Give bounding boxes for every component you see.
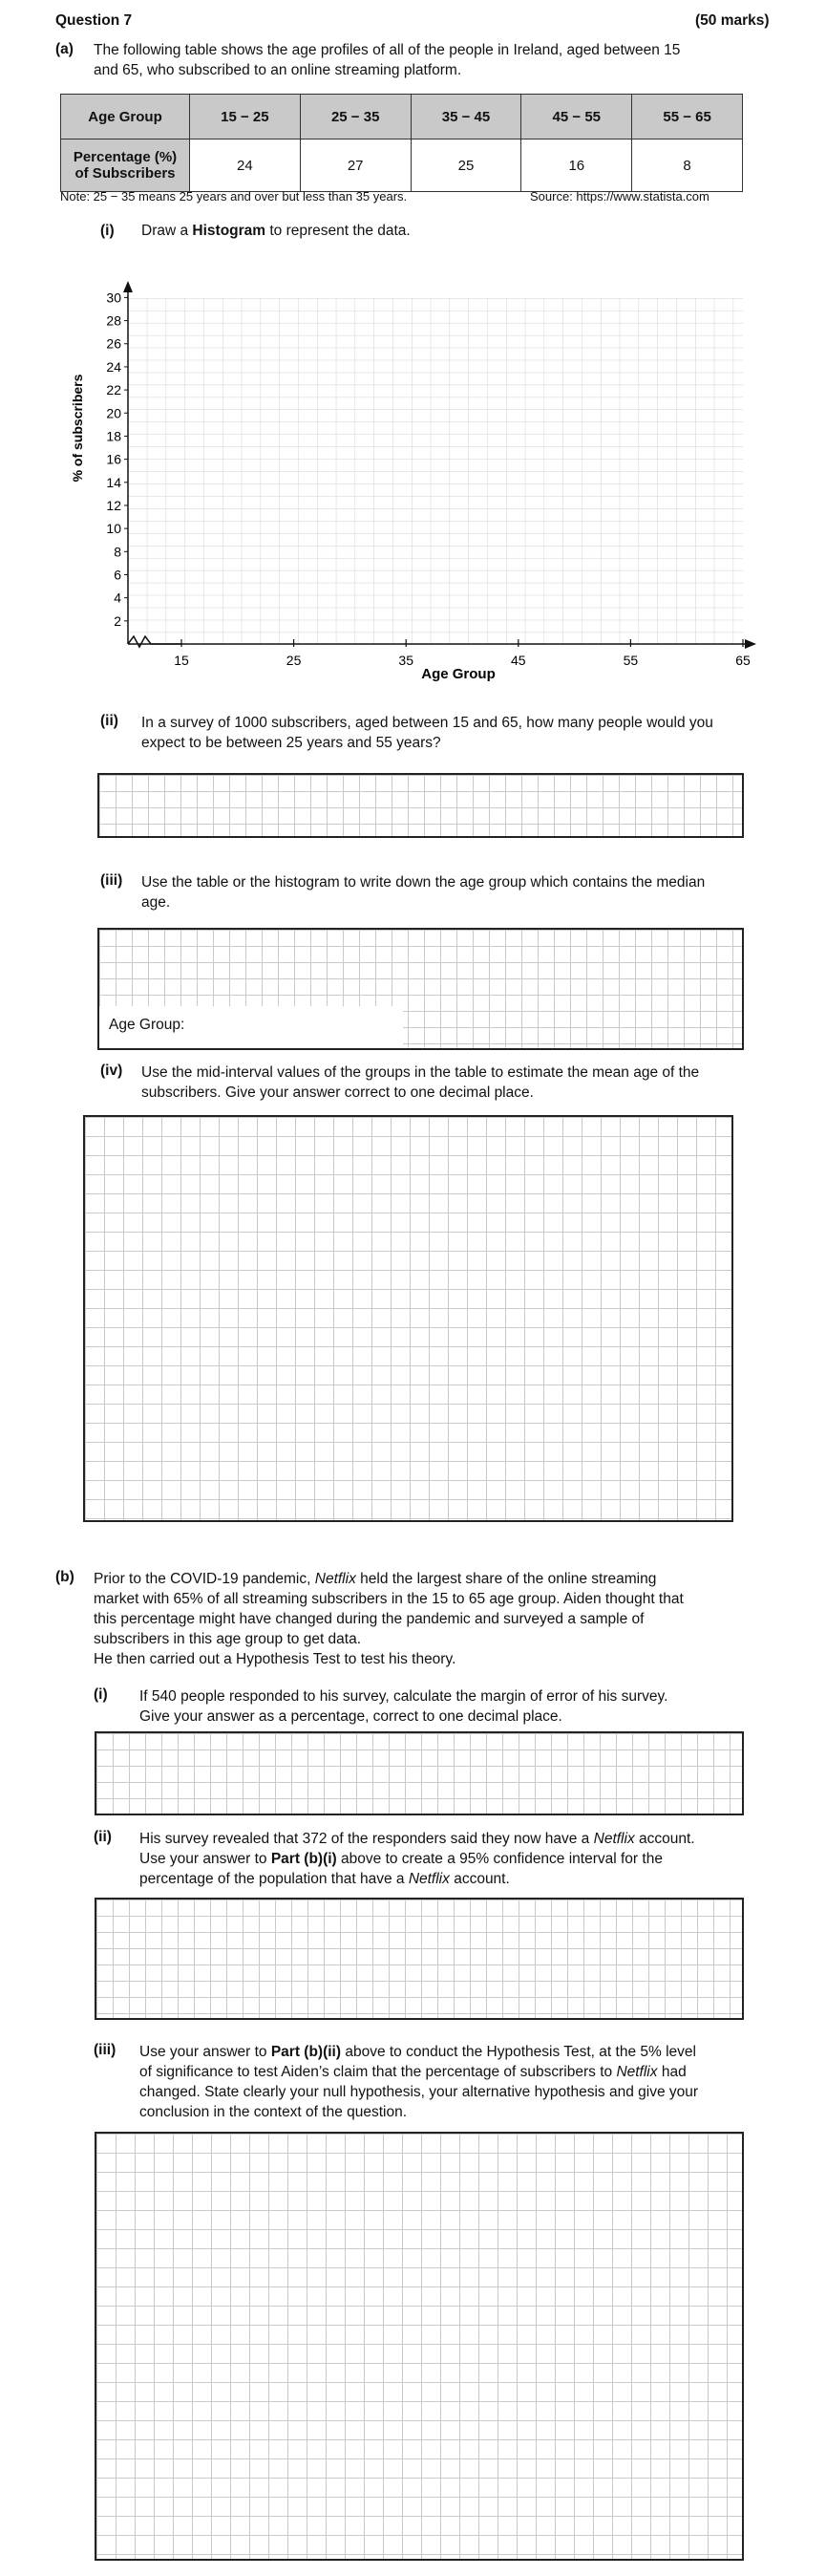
x-axis-arrow <box>745 639 756 649</box>
text-span: Prior to the COVID-19 pandemic, <box>94 1571 315 1587</box>
table-note: Note: 25 − 35 means 25 years and over but less than 35 years. <box>60 189 408 204</box>
question-line: expect to be between 25 years and 55 years? <box>141 735 441 751</box>
part-b-intro <box>94 1569 684 1669</box>
y-tick-label: 30 <box>106 290 121 306</box>
y-tick-label: 28 <box>106 312 121 329</box>
part-b-intro-line: subscribers in this age group to get data. <box>94 1631 362 1647</box>
y-tick-label: 8 <box>114 544 121 560</box>
part-b-intro-line <box>94 1569 684 1589</box>
part-b-intro-line: this percentage might have changed during the pandemic and surveyed a sample of <box>94 1611 645 1627</box>
x-tick-label: 65 <box>735 653 751 668</box>
part-b-ii-text <box>139 1829 695 1889</box>
age-group-label: Age Group: <box>109 1017 185 1033</box>
question-line: Use the table or the histogram to write down the age group which contains the median <box>141 874 706 891</box>
y-tick-label: 22 <box>106 382 121 398</box>
question-line <box>139 2042 698 2062</box>
question-line: changed. State clearly your null hypothesis, your alternative hypothesis and give your <box>139 2084 699 2100</box>
x-tick-label: 35 <box>398 653 413 668</box>
part-a-ii-text <box>141 713 713 753</box>
table-cell: 16 <box>521 140 632 192</box>
answer-box-a-ii[interactable] <box>97 773 744 838</box>
table-cell: 24 <box>190 140 301 192</box>
x-axis-label: Age Group <box>421 666 496 682</box>
histogram-axes[interactable] <box>0 0 826 707</box>
question-line: Use the mid-interval values of the groups in the table to estimate the mean age of the <box>141 1064 700 1081</box>
table-cell: 25 − 35 <box>300 95 411 140</box>
part-b-i-label: (i) <box>94 1686 108 1703</box>
answer-box-b-iii[interactable] <box>95 2132 744 2561</box>
question-line: conclusion in the context of the question. <box>139 2104 408 2120</box>
question-line <box>139 1849 695 1869</box>
x-tick-label: 55 <box>623 653 639 668</box>
text-span: above to create a 95% confidence interval for the <box>336 1851 663 1867</box>
answer-box-a-iv[interactable] <box>83 1115 733 1522</box>
text-span: account. <box>634 1831 695 1847</box>
question-line: subscribers. Give your answer correct to one decimal place. <box>141 1084 534 1101</box>
part-a-iv-text <box>141 1063 699 1103</box>
y-tick-label: 2 <box>114 612 121 629</box>
y-axis-arrow <box>123 281 133 292</box>
part-a-intro-line: and 65, who subscribed to an online streaming platform. <box>94 62 462 78</box>
text-span: above to conduct the Hypothesis Test, at the 5% level <box>341 2044 696 2060</box>
table-cell: 15 − 25 <box>190 95 301 140</box>
question-line: age. <box>141 894 171 911</box>
y-tick-label: 20 <box>106 405 121 421</box>
y-tick-label: 12 <box>106 497 121 513</box>
histogram-grid[interactable] <box>128 298 743 644</box>
table-source: Source: https://www.statista.com <box>530 189 710 204</box>
question-line <box>139 1869 695 1889</box>
part-a-intro-line: The following table shows the age profiles of all of the people in Ireland, aged between 15 <box>94 42 681 58</box>
text-bold: Part (b)(ii) <box>270 2044 342 2060</box>
y-tick-label: 24 <box>106 358 121 375</box>
part-b-intro-line: He then carried out a Hypothesis Test to test his theory. <box>94 1651 456 1667</box>
table-header-line: of Subscribers <box>74 165 176 182</box>
part-b-label: (b) <box>55 1569 74 1585</box>
part-b-intro-line: market with 65% of all streaming subscribers in the 15 to 65 age group. Aiden thought that <box>94 1591 684 1607</box>
part-a-label: (a) <box>55 41 74 57</box>
y-tick-label: 18 <box>106 428 121 444</box>
part-a-i-label: (i) <box>100 223 115 239</box>
table-cell: 25 <box>411 140 521 192</box>
part-b-iii-label: (iii) <box>94 2042 116 2058</box>
table-header-age-group: Age Group <box>61 95 190 140</box>
text-span: Use your answer to <box>139 2044 271 2060</box>
y-tick-label: 26 <box>106 335 121 352</box>
text-span: had <box>657 2064 687 2080</box>
text-bold: Part (b)(i) <box>270 1851 337 1867</box>
text-italic: Netflix <box>616 2064 658 2080</box>
text-span: of significance to test Aiden’s claim that the percentage of subscribers to <box>139 2064 617 2080</box>
y-tick-label: 10 <box>106 521 121 537</box>
x-tick-label: 45 <box>511 653 526 668</box>
part-a-iv-label: (iv) <box>100 1063 123 1079</box>
text-span: His survey revealed that 372 of the responders said they now have a <box>139 1831 594 1847</box>
part-a-ii-label: (ii) <box>100 713 118 729</box>
question-text-bold: Histogram <box>192 223 266 239</box>
table-cell: 45 − 55 <box>521 95 632 140</box>
text-span: percentage of the population that have a <box>139 1871 409 1887</box>
text-italic: Netflix <box>314 1571 356 1587</box>
y-tick-label: 16 <box>106 451 121 467</box>
table-header-line: Percentage (%) <box>73 149 178 165</box>
question-text: to represent the data. <box>265 223 411 239</box>
part-b-i-text <box>139 1686 667 1727</box>
y-tick-label: 14 <box>106 474 121 490</box>
answer-box-b-i[interactable] <box>95 1731 744 1815</box>
text-italic: Netflix <box>408 1871 450 1887</box>
text-span: Use your answer to <box>139 1851 271 1867</box>
table-cell: 27 <box>300 140 411 192</box>
table-cell: 55 − 65 <box>632 95 743 140</box>
table-cell: 8 <box>632 140 743 192</box>
part-a-iii-label: (iii) <box>100 872 123 889</box>
question-title: Question 7 <box>55 12 133 29</box>
text-span: held the largest share of the online streaming <box>355 1571 657 1587</box>
answer-box-b-ii[interactable] <box>95 1898 744 2020</box>
part-b-iii-text <box>139 2042 698 2122</box>
question-line: In a survey of 1000 subscribers, aged between 15 and 65, how many people would you <box>141 715 713 731</box>
part-b-ii-label: (ii) <box>94 1829 112 1845</box>
question-text: Draw a <box>141 223 193 239</box>
question-line: Give your answer as a percentage, correct to one decimal place. <box>139 1708 562 1725</box>
x-tick-label: 25 <box>286 653 302 668</box>
text-span: account. <box>449 1871 510 1887</box>
y-tick-label: 4 <box>114 590 121 606</box>
question-line <box>139 2062 698 2082</box>
question-line <box>139 1829 695 1849</box>
y-axis-label: % of subscribers <box>70 374 85 483</box>
part-a-iii-text <box>141 872 705 912</box>
text-italic: Netflix <box>593 1831 635 1847</box>
y-tick-label: 6 <box>114 567 121 583</box>
marks-label: (50 marks) <box>695 12 770 29</box>
x-tick-label: 15 <box>174 653 189 668</box>
table-cell: 35 − 45 <box>411 95 521 140</box>
question-line: If 540 people responded to his survey, calculate the margin of error of his survey. <box>139 1688 668 1705</box>
